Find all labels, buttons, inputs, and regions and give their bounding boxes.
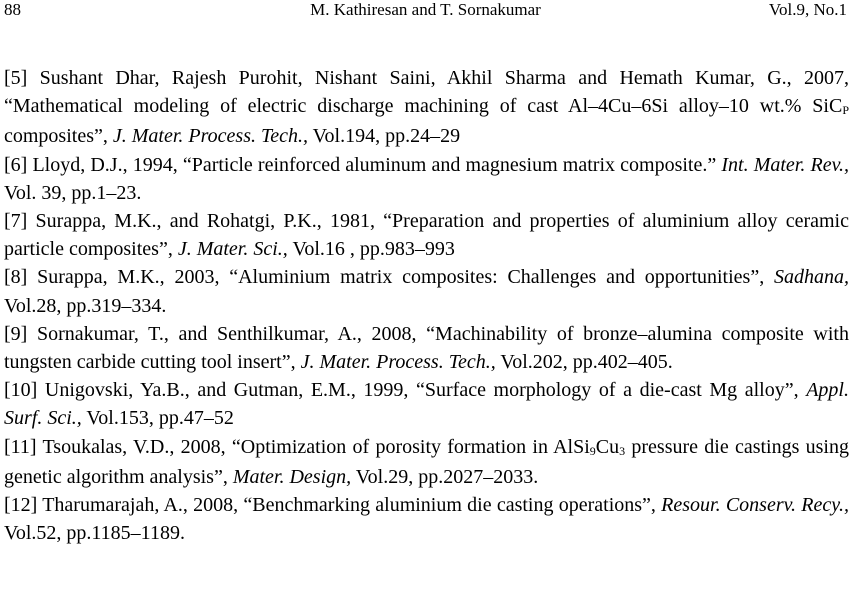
reference-8: [8] Surappa, M.K., 2003, “Aluminium matrix composites: Challenges and opportunities”, Sadhana, Vol.28, pp.319–334. (4, 266, 849, 317)
reference-12: [12] Tharumarajah, A., 2008, “Benchmarking aluminium die casting operations”, Resour. Conserv. Recy., Vol.52, pp.1185–1189. (4, 494, 849, 545)
journal-name: Mater. Design, (232, 465, 352, 488)
journal-name: J. Mater. Process. Tech., (300, 351, 496, 374)
journal-name: J. Mater. Process. Tech., (112, 125, 309, 148)
running-head-authors: M. Kathiresan and T. Sornakumar (310, 0, 541, 19)
reference-5: [5] Sushant Dhar, Rajesh Purohit, Nishant Saini, Akhil Sharma and Hemath Kumar, G., 2007, “Mathematical modeling of electric discharge machining of cast Al–4Cu–6Si alloy–10 wt.% SiC$_P$ composites”, J. Mater. Process. Tech., Vol.194, pp.24–29 (4, 67, 849, 148)
reference-10: [10] Unigovski, Ya.B., and Gutman, E.M., 1999, “Surface morphology of a die-cast Mg alloy”, Appl. Surf. Sci., Vol.153, pp.47–52 (4, 379, 849, 430)
reference-list (4, 64, 849, 547)
journal-name: Appl. Surf. Sci., (4, 379, 849, 430)
page-number: 88 (4, 0, 21, 19)
reference-6: [6] Lloyd, D.J., 1994, “Particle reinforced aluminum and magnesium matrix composite.” Int. Mater. Rev., Vol. 39, pp.1–23. (4, 153, 849, 204)
journal-name: Resour. Conserv. Recy., (661, 494, 849, 517)
journal-name: Sadhana, (774, 266, 849, 289)
volume-info: Vol.9, No.1 (768, 0, 847, 19)
page-header (0, 0, 851, 22)
reference-11: [11] Tsoukalas, V.D., 2008, “Optimization of porosity formation in $AlSi_9Cu_3$ pressure die castings using genetic algorithm analysis”, Mater. Design, Vol.29, pp.2027–2033. (4, 435, 849, 488)
journal-name: Int. Mater. Rev., (721, 153, 849, 176)
journal-name: J. Mater. Sci., (177, 238, 288, 261)
reference-9: [9] Sornakumar, T., and Senthilkumar, A., 2008, “Machinability of bronze–alumina composite with tungsten carbide cutting tool insert”, J. Mater. Process. Tech., Vol.202, pp.402–405. (4, 322, 849, 374)
reference-7: [7] Surappa, M.K., and Rohatgi, P.K., 1981, “Preparation and properties of aluminium alloy ceramic particle composites”, J. Mater. Sci., Vol.16 , pp.983–993 (4, 210, 849, 261)
